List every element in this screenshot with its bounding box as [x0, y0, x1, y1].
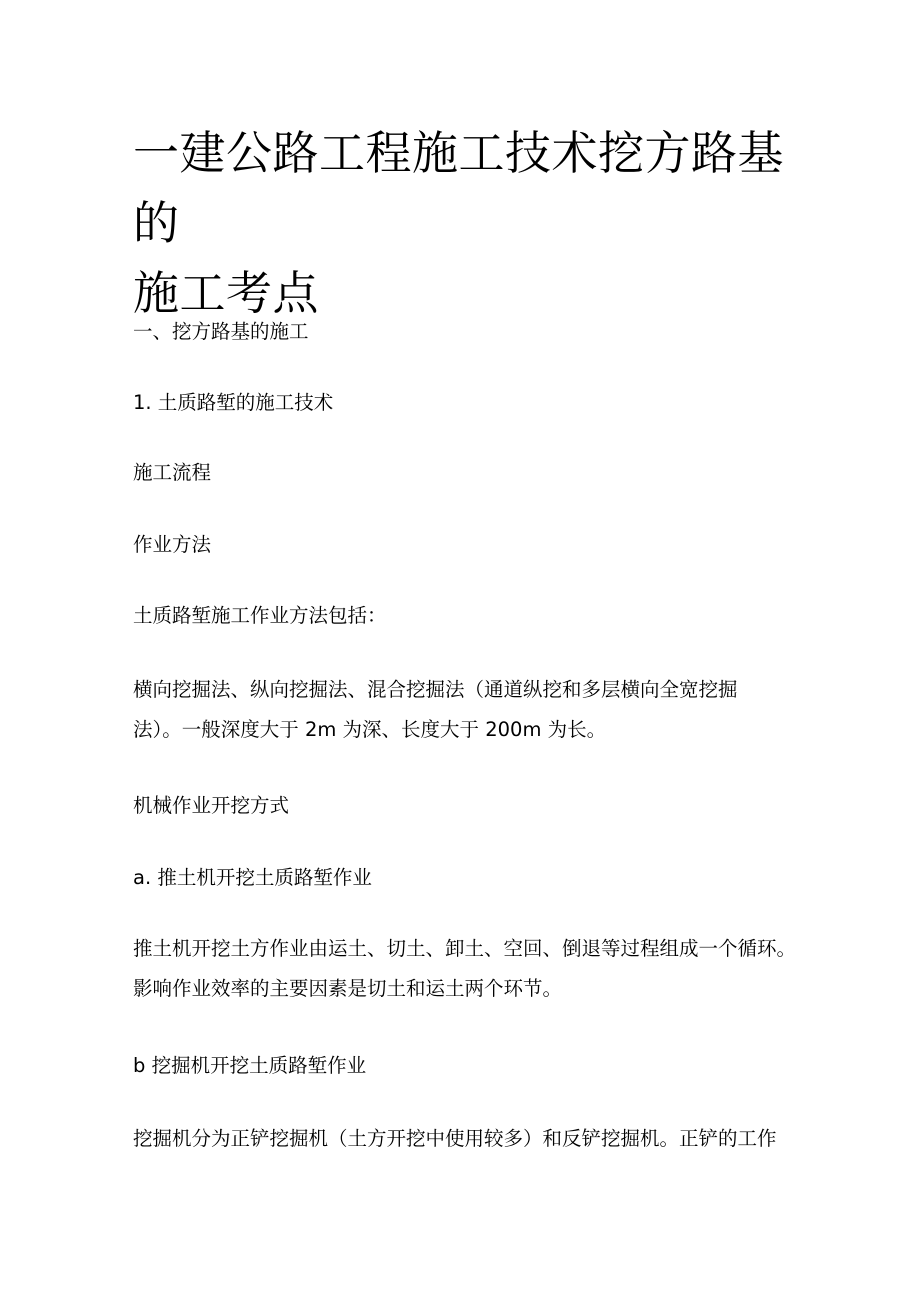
- title-line-2: 施工考点: [133, 266, 319, 320]
- item-b-line: 挖掘机分为正铲挖掘机（土方开挖中使用较多）和反铲挖掘机。正铲的工作: [133, 1127, 777, 1150]
- item-b-heading: b 挖掘机开挖土质路堑作业: [133, 1054, 367, 1077]
- method-intro: 土质路堑施工作业方法包括：: [133, 604, 387, 627]
- title-line-1: 一建公路工程施工技术挖方路基的: [133, 126, 784, 250]
- document-title: [133, 118, 813, 328]
- item-a-paragraph: [133, 929, 798, 1009]
- flow-label: 施工流程: [133, 461, 212, 484]
- method-detail-paragraph: [133, 670, 798, 750]
- method-detail-line-1: 横向挖掘法、纵向挖掘法、混合挖掘法（通道纵挖和多层横向全宽挖掘: [133, 678, 738, 701]
- method-detail-line-2: 法）。一般深度大于 2m 为深、长度大于 200m 为长。: [133, 718, 607, 741]
- subsection-heading: 1. 土质路堑的施工技术: [133, 391, 334, 414]
- item-a-line-2: 影响作业效率的主要因素是切土和运土两个环节。: [133, 977, 563, 1000]
- machine-label: 机械作业开挖方式: [133, 794, 290, 817]
- item-a-line-1: 推土机开挖土方作业由运土、切土、卸土、空回、倒退等过程组成一个循环。: [133, 937, 797, 960]
- item-a-heading: a. 推土机开挖土质路堑作业: [133, 866, 372, 889]
- section-heading: 一、挖方路基的施工: [133, 320, 309, 343]
- method-label: 作业方法: [133, 533, 212, 556]
